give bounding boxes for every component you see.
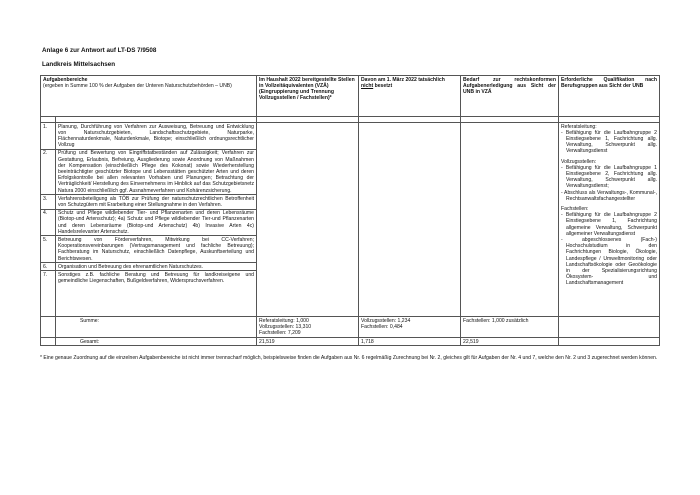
total-required-demand: 22,519: [461, 338, 559, 346]
qualification-specialist-item: - Befähigung für die Laufbahngruppe 2 Einstiegsebene 1, Fachrichtung allgemeine Verwaltung, Schwerpunkt allgemeiner Verwaltungsdienst: [561, 212, 657, 237]
sum-budget-positions: Referatsleitung: 1,000 Vollzugsstellen: 13,310 Fachstellen: 7,209: [257, 317, 359, 338]
header-task-areas: [41, 76, 257, 117]
task-number: 4.: [41, 209, 56, 236]
sum-label: Summe:: [56, 317, 257, 338]
task-number: 2.: [41, 149, 56, 194]
task-number: 1.: [41, 123, 56, 150]
staffing-table: [40, 75, 660, 346]
sum-row: [41, 317, 660, 338]
sum-required-demand: Fachstellen: 1,000 zusätzlich: [461, 317, 559, 338]
district-name: Landkreis Mittelsachsen: [42, 61, 116, 68]
qualification-enforcement-item: - Befähigung für die Laufbahngruppe 1 Einstiegsebene 2, Fachrichtung allg. Verwaltung, Schwerpunkt allg. Verwaltungsdienst;: [561, 164, 657, 190]
table-header-row: [41, 76, 660, 117]
qualification-enforcement-item: - Abschluss als Verwaltungs-, Kommunal-, Rechtsanwaltsfachangestellter: [561, 189, 657, 202]
task-number: 7.: [41, 271, 56, 317]
total-vacant-positions: 1,718: [359, 338, 461, 346]
qualification-specialist-title: Fachstellen:: [561, 205, 589, 212]
task-number: 5.: [41, 236, 56, 263]
header-vacant-positions: Davon am 1. März 2022 tatsächlich nicht besetzt: [359, 76, 461, 117]
header-task-areas-title: Aufgabenbereiche: [43, 76, 88, 83]
task-description: Sonstiges z.B. fachliche Beratung und Betreuung für landkreiseigene und gemeindliche Liegenschaften, Bußgeldverfahren, Widerspruchsverfahren.: [56, 271, 257, 317]
task-row-1: [41, 123, 660, 150]
task-number: 3.: [41, 195, 56, 209]
qualification-cell: [559, 123, 660, 317]
task-description: Schutz und Pflege wildlebender Tier- und Pflanzenarten und deren Lebensräume (Biotop-und Artenschutz); 4a) Schutz und Pflege wildlebender Tier-und Pflanzenarten und deren Lebensräume (Biotop-und Artenschutz) 4b) Invasive Arten 4c) Handelsrelevanter Artenschutz.: [56, 209, 257, 236]
task-number: 6.: [41, 263, 56, 271]
header-task-areas-subtitle: (ergeben in Summe 100 % der Aufgaben der Unteren Naturschutzbehörden – UNB): [43, 82, 232, 89]
total-row: [41, 338, 660, 346]
footnote: * Eine genaue Zuordnung auf die einzelnen Aufgabenbereiche ist nicht immer trennscharf möglich, beispielsweise finden die Aufgaben aus Nr. 6 regelmäßig Zurechnung bei Nr. 2, gleiches gilt für Aufgaben der Nr. 4 und 7, welche den Nr. 2 und 3 zugerechnet werden können.: [40, 355, 658, 361]
header-qualification: Erforderliche Qualifikation nach Berufsgruppen aus Sicht der UNB: [559, 76, 660, 117]
task-description: Prüfung und Bewertung von Eingriffstatbeständen auf Zulässigkeit; Verfahren zur Gestattung, Erlaubnis, Befreiung, Ausgliederung sowie Anordnung von Maßnahmen der Kompensation (einschließlich Pflege des Kokonat) sowie Wiederherstellung beeinträchtigter geschützter Biotope und Lebensstätten geschützter Arten und deren Erfolgskontrolle bei allen relevanten Vorhaben und Planungen; Betrachtung der Verträglichkeit/ Herstellung des Einvernehmens im Hinblick auf das Schutzgebietsnetz Natura 2000 einschließlich ggf. Ausnahmeverfahren und Kohärenzsicherung.: [56, 149, 257, 194]
task-description: Organisation und Betreuung des ehrenamtlichen Naturschutzes.: [56, 263, 257, 271]
total-label: Gesamt:: [56, 338, 257, 346]
document-title: Anlage 6 zur Antwort auf LT-DS 7/9508: [42, 47, 157, 54]
header-budget-positions: Im Haushalt 2022 bereitgestellte Stellen in Vollzeitäquivalenten (VZÄ) (Eingruppierung und Trennung Vollzugsstellen / Fachstellen)*: [257, 76, 359, 117]
task-description: Betreuung von Förderverfahren, Mitwirkung bei CC-Verfahren; Kooperationsvereinbarungen (Vertragsmanagement und fachliche Betreuung); Fachberatung im Naturschutz, einschließlich Datenpflege, Auskunftserteilung und Berichtswesen.: [56, 236, 257, 263]
task-description: Verfahrensbeteiligung als TÖB zur Prüfung der naturschutzrechtlichen Betroffenheit von Schutzgütern mit Erarbeitung einer Stellungnahme in den Verfahren.: [56, 195, 257, 209]
qualification-specialist-item: - abgeschlossenes (Fach-) Hochschulstudium in den Fachrichtungen Biologie, Ökologie, Landespflege / Umweltmonitoring oder Landschaftsökologie oder Geoökologie in der Spezialisierungsrichtung Ökosystem- und Landschaftsmanagement: [561, 236, 657, 287]
total-budget-positions: 21,519: [257, 338, 359, 346]
qualification-enforcement-title: Vollzugsstellen:: [561, 158, 597, 165]
sum-vacant-positions: Vollzugsstellen: 1,234 Fachstellen: 0,484: [359, 317, 461, 338]
task-description: Planung, Durchführung von Verfahren zur Ausweisung, Betreuung und Entwicklung von Naturschutzgebieten, Landschaftsschutzgebiete, Naturparke, Flächennaturdenkmale, Naturdenkmale, Biotope; einschließlich ordnungsrechtlicher Vollzug: [56, 123, 257, 150]
header-required-demand: Bedarf zur rechtskonformen Aufgabenerledigung aus Sicht der UNB in VZÄ: [461, 76, 559, 117]
qualification-head-title: Referatsleitung:: [561, 123, 597, 130]
qualification-head-item: - Befähigung für die Laufbahngruppe 2 Einstiegsebene 1, Fachrichtung allg. Verwaltung, Schwerpunkt allg. Verwaltungsdienst: [561, 129, 657, 155]
